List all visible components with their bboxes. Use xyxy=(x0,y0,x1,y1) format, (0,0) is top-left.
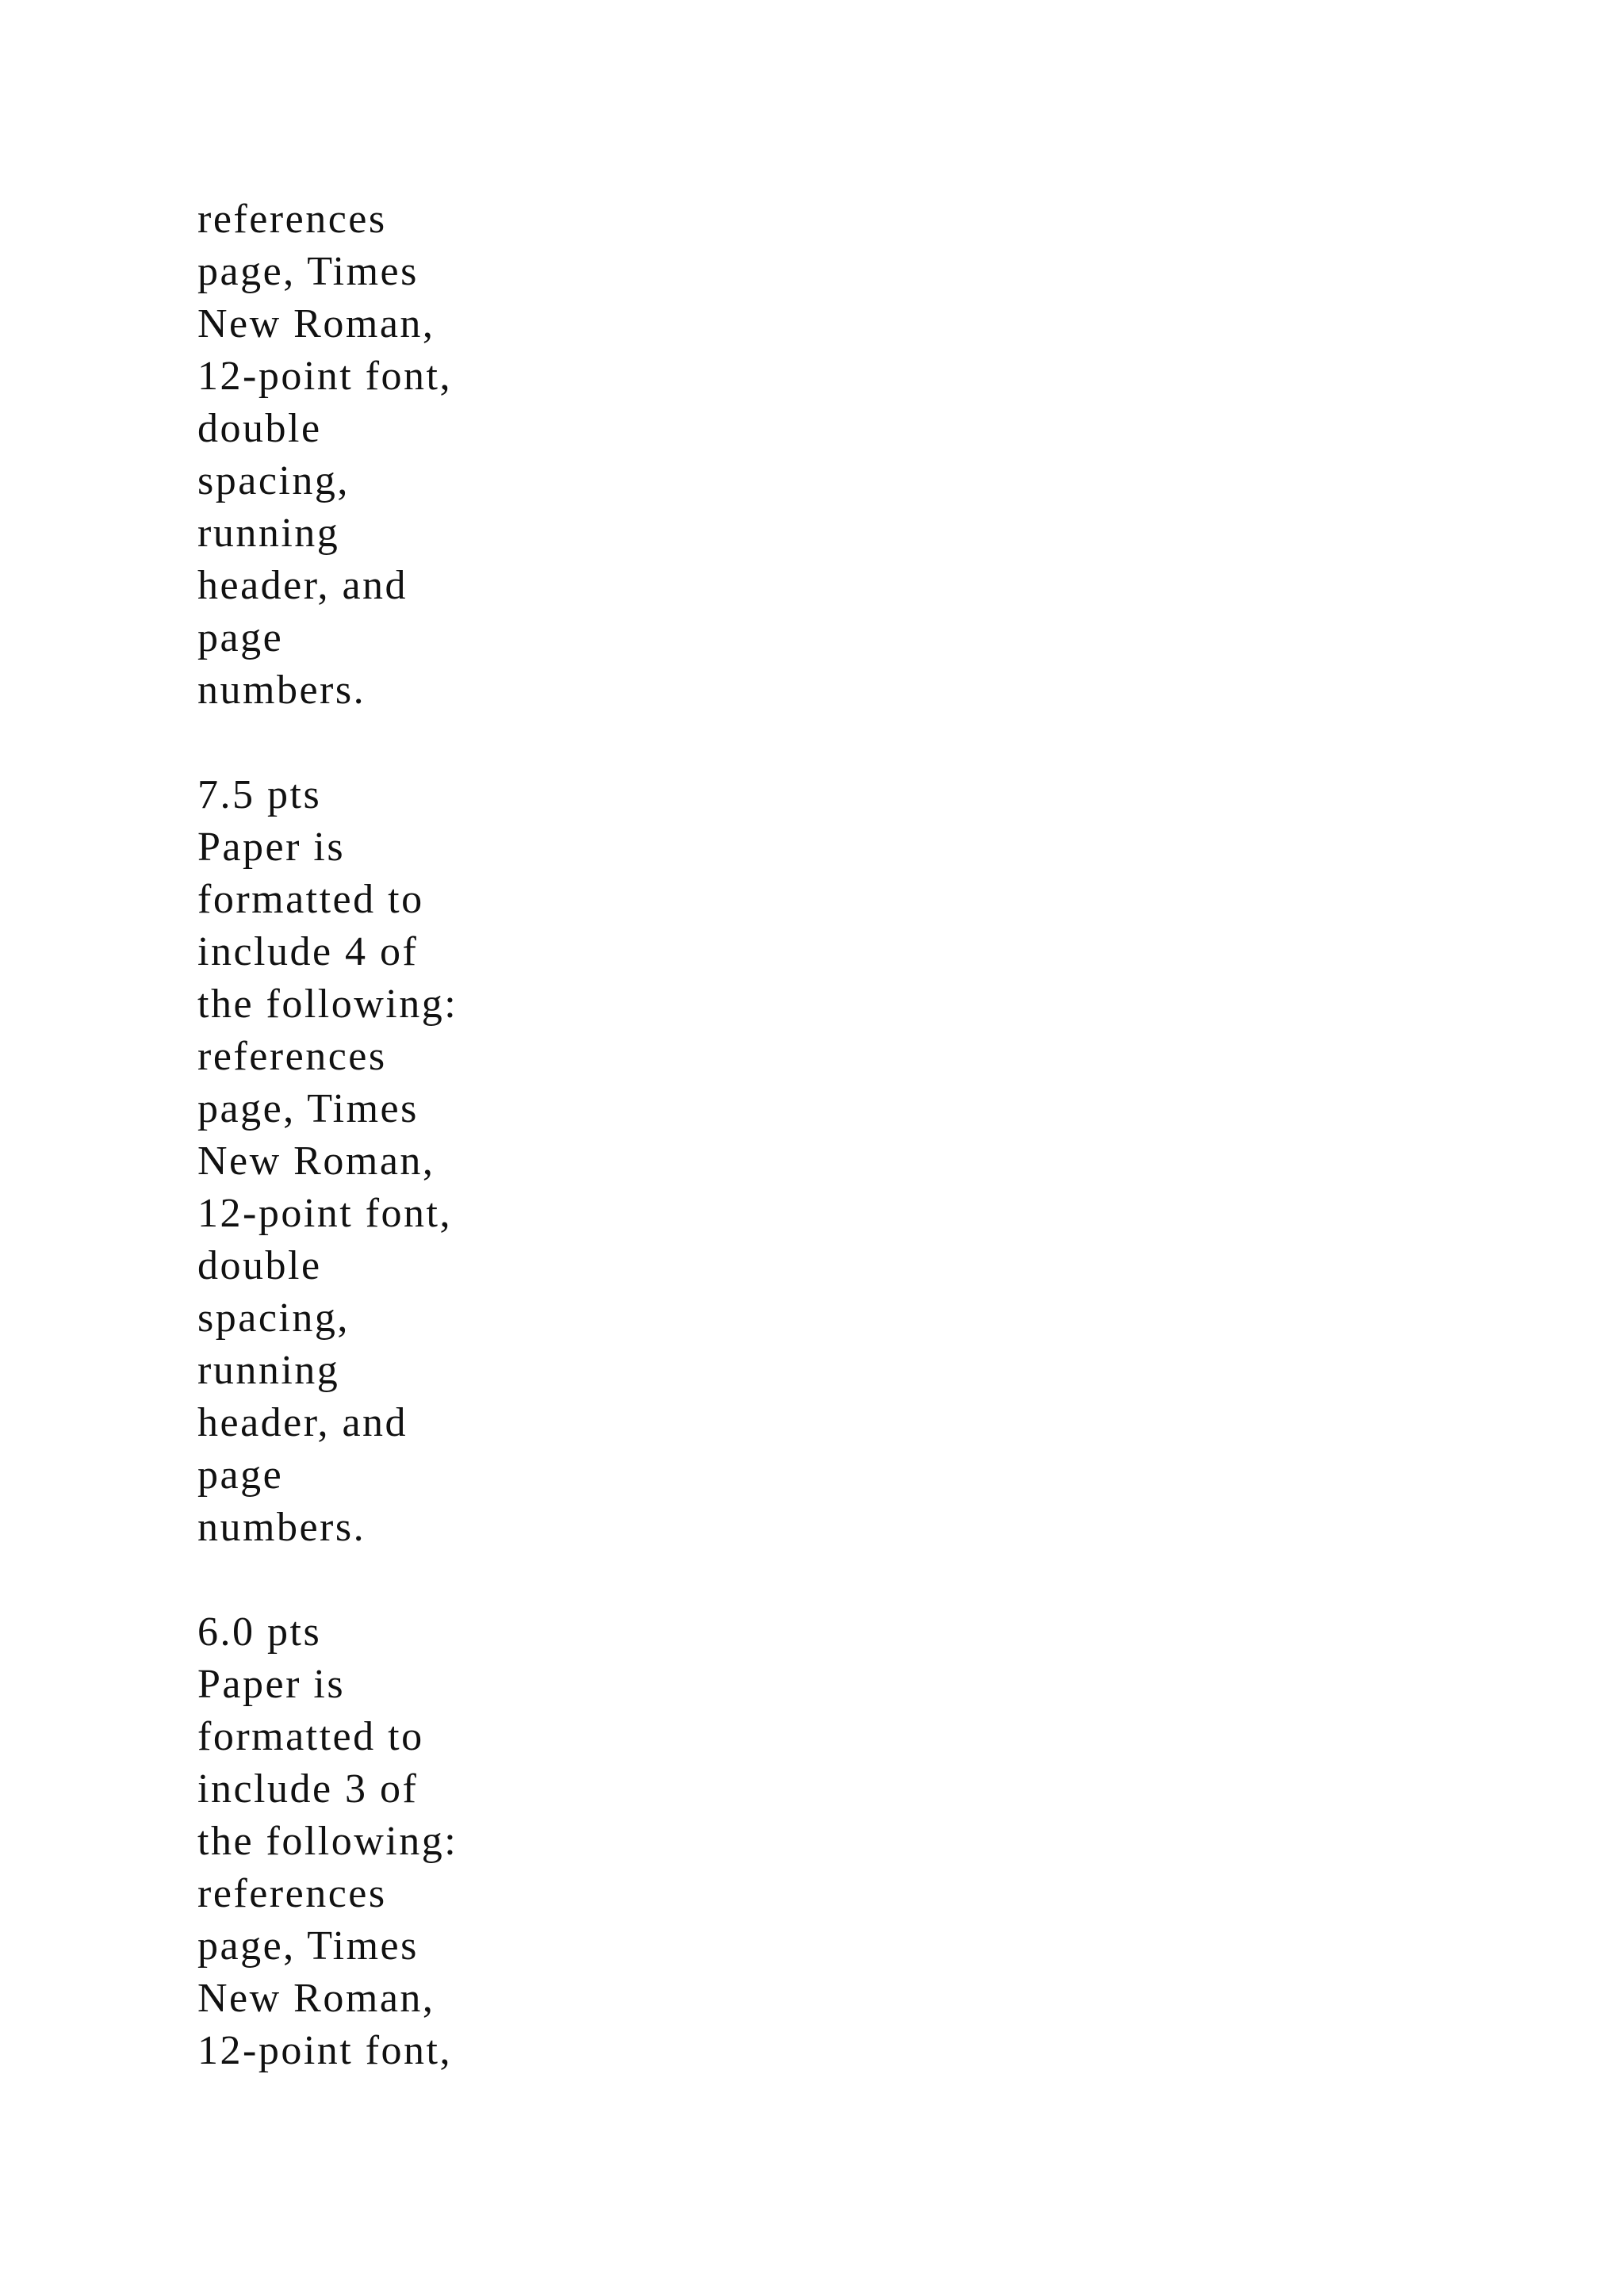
text-line: New Roman, xyxy=(197,1138,435,1184)
text-line: running xyxy=(197,511,340,556)
text-line: numbers. xyxy=(197,1505,366,1550)
text-line: header, and xyxy=(197,1400,408,1445)
points-label: 6.0 pts xyxy=(197,1609,322,1655)
text-line: numbers. xyxy=(197,668,366,713)
text-line: New Roman, xyxy=(197,1976,435,2021)
text-line: Paper is xyxy=(197,1662,346,1707)
text-line: formatted to xyxy=(197,1714,424,1759)
text-line: references xyxy=(197,197,387,242)
criteria-block-continued xyxy=(197,193,530,717)
text-line: include 4 of xyxy=(197,929,419,974)
text-column xyxy=(197,193,530,2077)
text-line: 12-point font, xyxy=(197,2028,452,2073)
text-line: spacing, xyxy=(197,458,350,503)
text-line: page, Times xyxy=(197,249,419,294)
text-line: 12-point font, xyxy=(197,354,452,399)
criteria-block-6-0-pts xyxy=(197,1606,530,2077)
text-line: references xyxy=(197,1871,387,1916)
criteria-block-7-5-pts xyxy=(197,769,530,1554)
text-line: page, Times xyxy=(197,1086,419,1131)
text-line: 12-point font, xyxy=(197,1191,452,1236)
text-line: the following: xyxy=(197,1819,458,1864)
text-line: header, and xyxy=(197,563,408,608)
text-line: the following: xyxy=(197,982,458,1027)
text-line: page, Times xyxy=(197,1923,419,1969)
text-line: formatted to xyxy=(197,877,424,922)
text-line: spacing, xyxy=(197,1295,350,1341)
text-line: double xyxy=(197,406,322,451)
paragraph-gap xyxy=(197,1554,530,1606)
text-line: New Roman, xyxy=(197,301,435,346)
text-line: page xyxy=(197,615,284,660)
text-line: double xyxy=(197,1243,322,1288)
points-label: 7.5 pts xyxy=(197,772,322,817)
text-line: references xyxy=(197,1034,387,1079)
text-line: running xyxy=(197,1348,340,1393)
text-line: Paper is xyxy=(197,825,346,870)
text-line: include 3 of xyxy=(197,1766,419,1812)
text-line: page xyxy=(197,1452,284,1498)
paragraph-gap xyxy=(197,717,530,769)
